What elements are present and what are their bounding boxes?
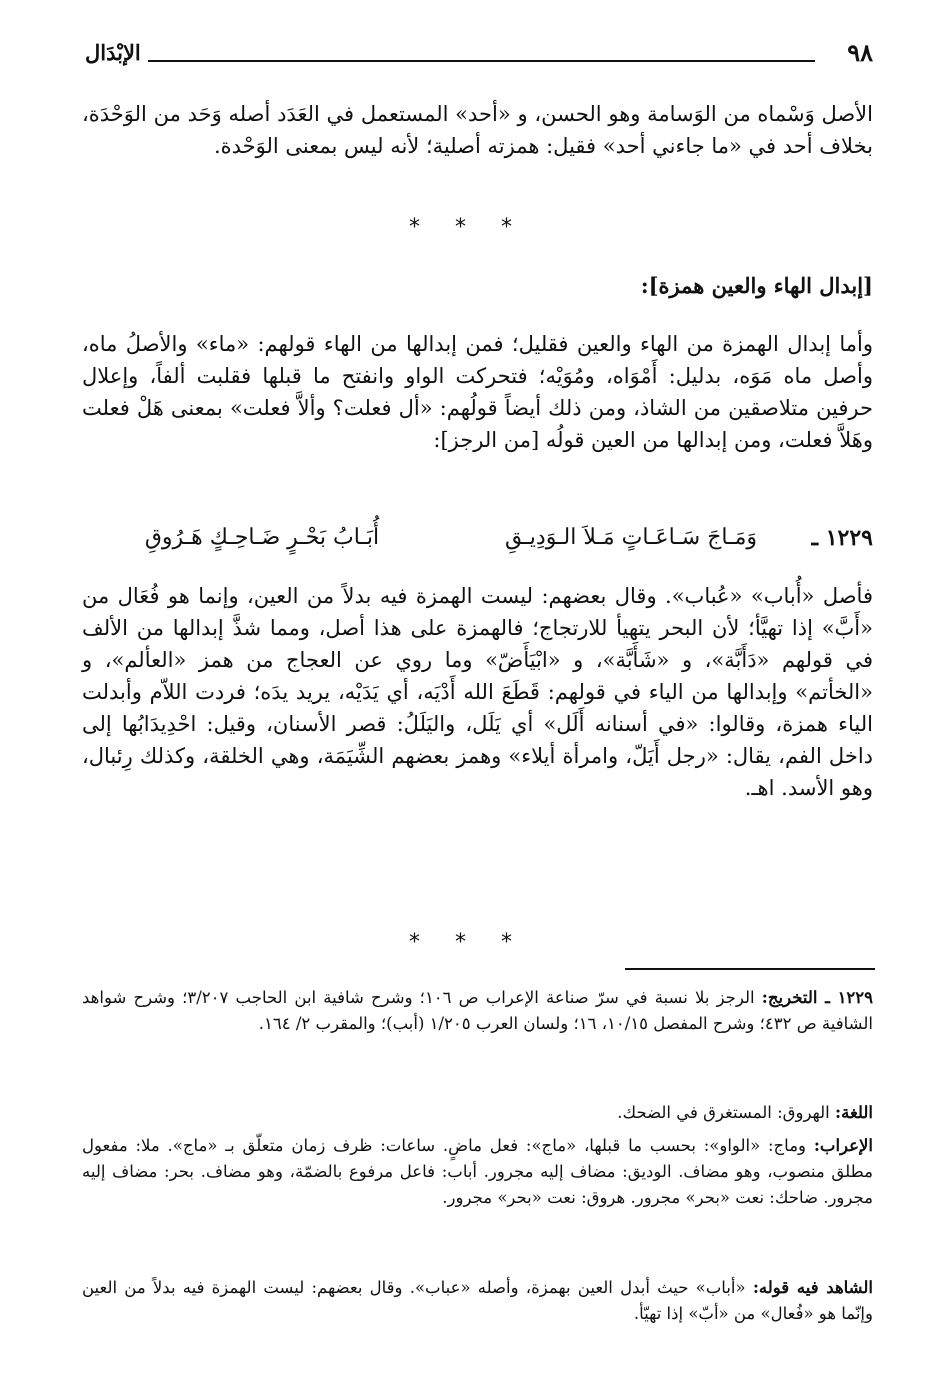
footnote-takhrij <box>82 985 873 1037</box>
verse-line <box>82 525 873 565</box>
footnote-rule <box>625 968 875 970</box>
footnote-shahid-text: «أباب» حيث أبدل العين بهمزة، وأصله «عباب». وقال بعضهم: ليست الهمزة فيه بدلاً من العين وإنّما هو «فُعال» من «أبّ» إذا تهيّأ. <box>82 1278 873 1323</box>
running-title: الإبْدَال <box>85 40 141 65</box>
section-separator-2: * * * <box>409 930 526 955</box>
paragraph-2: وأما إبدال الهمزة من الهاء والعين فقليل؛ فمن إبدالها من الهاء قولهم: «ماء» والأصلُ ماه، وأصل ماه مَوَه، بدليل: أَمْوَاه، ومُوَيْه؛ فتحركت الواو وانفتح ما قبلها فقلبت ألفاً، وإعلال حرفين متلاصقين من الشاذ، ومن ذلك أيضاً قولُهم: «أل فعلت؟ وألاَّ فعلت» بمعنى هَلْ فعلت وهَلاَّ فعلت، ومن إبدالها من العين قولُه [من الرجز]: <box>82 332 873 452</box>
verse-second-hemistich: أُبَـابُ بَحْـرٍ ضَـاحِـكٍ هَـرُوقِ <box>144 525 380 550</box>
footnote-shahid <box>82 1275 873 1327</box>
header-rule <box>148 60 815 62</box>
section-separator: * * * <box>409 215 526 240</box>
section-heading: [إبدال الهاء والعين همزة]: <box>640 273 873 298</box>
footnote-lugha-text: الهروق: المستغرق في الضحك. <box>617 1103 830 1122</box>
footnote-takhrij-text: الرجز بلا نسبة في سرّ صناعة الإعراب ص ١٠٦؛ وشرح شافية ابن الحاجب ٣/٢٠٧؛ وشرح شواهد الشافية ص ٤٣٢؛ وشرح المفصل ١٠/١٥، ١٦؛ ولسان العرب ١/٢٠٥ (أبب)؛ والمقرب ٢/ ١٦٤. <box>82 988 873 1033</box>
verse-number: ١٢٢٩ ـ <box>811 525 873 551</box>
footnote-lugha <box>82 1100 873 1126</box>
footnote-irab <box>82 1133 873 1211</box>
footnote-lugha-label: اللغة: <box>835 1103 873 1122</box>
footnote-takhrij-label: ١٢٢٩ ـ التخريج: <box>761 988 874 1007</box>
paragraph-1: الأصل وَسْماه من الوَسامة وهو الحسن، و «أحد» المستعمل في العَدَد أصله وَحَد من الوَحْدَة، بخلاف أحد في «ما جاءني أحد» فقيل: همزته أصلية؛ لأنه ليس بمعنى الوَحْدة. <box>82 102 873 158</box>
verse-first-hemistich: وَمَـاجَ سَـاعَـاتٍ مَـلاَ الـوَدِيـقِ <box>504 525 757 550</box>
paragraph-3: فأصل «أُباب» «عُباب». وقال بعضهم: ليست الهمزة فيه بدلاً من العين، وإنما هو فُعَال من «أَبَّ» إذا تهيَّأ؛ لأن البحر يتهيأ للارتجاج؛ فالهمزة على هذا أصل، ومما شذَّ إبدالها من الألف في قولهم «دَأَبَّة»، و «شَأَبَّة»، و «ابْيَأَضّ» وما روي عن العجاج من همز «العألم»، و «الخأتم» وإبدالها من الياء في قولهم: قَطَعَ الله أَدْيَه، أي يَدَيْه، يريد يدَه؛ فردت اللاّم وأبدلت الياء همزة، وقالوا: «في أسنانه أَلَل» أي يَلَل، واليَلَلُ: قصر الأسنان، وقيل: احْدِيدَابُها إلى داخل الفم، يقال: «رجل أَيَلّ، وامرأة أيلاء» وهمز بعضهم الشِّيَمَة، وهي الخلقة، وكذلك رِئبال، وهو الأسد. اهـ. <box>82 584 873 800</box>
page-number: ٩٨ <box>847 38 873 67</box>
footnote-irab-text: وماج: «الواو»: بحسب ما قبلها، «ماج»: فعل ماضٍ. ساعات: ظرف زمان متعلّق بـ «ماج». ملا: مفعول مطلق منصوب، وهو مضاف. الوديق: مضاف إليه مجرور. أباب: فاعل مرفوع بالضمّة، وهو مضاف. بحر: مضاف إليه مجرور. ضاحك: نعت «بحر» مجرور. هروق: نعت «بحر» مجرور. <box>82 1136 873 1207</box>
footnote-irab-label: الإعراب: <box>813 1136 873 1155</box>
footnote-shahid-label: الشاهد فيه قوله: <box>752 1278 873 1297</box>
